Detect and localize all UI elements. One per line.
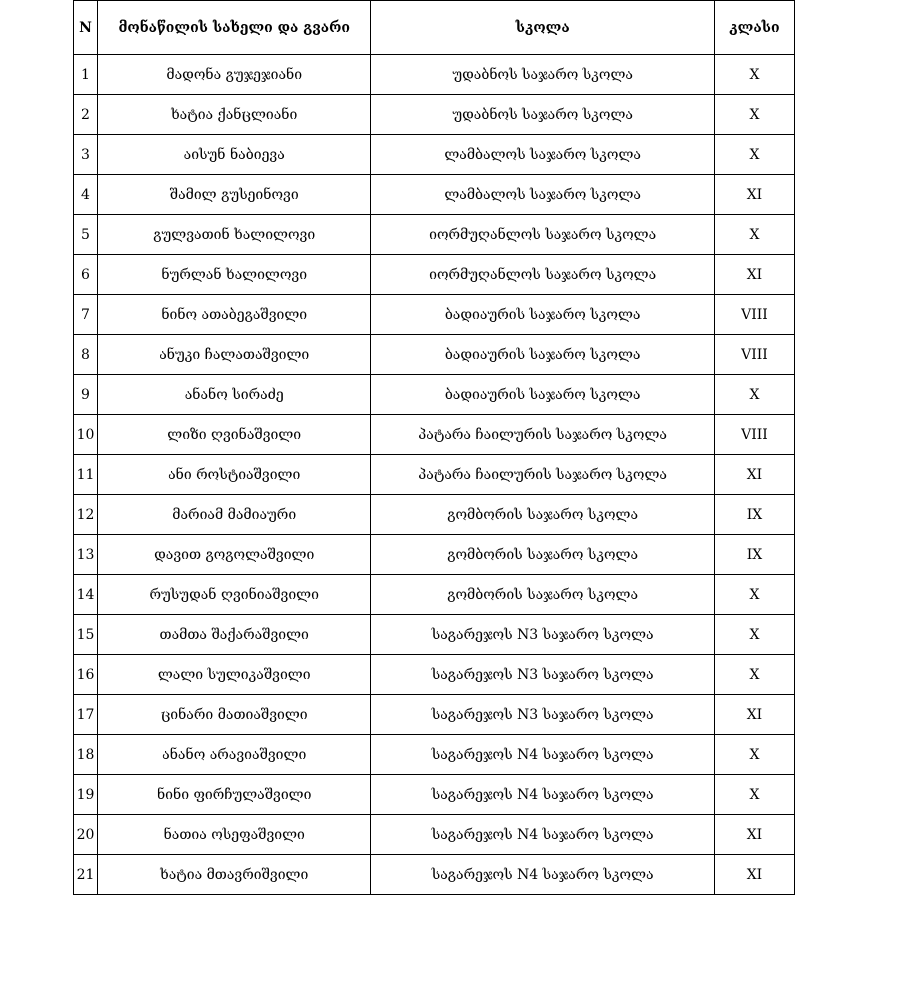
table-row: [74, 255, 795, 295]
table-row: [74, 575, 795, 615]
cell-number: 20: [74, 815, 98, 855]
cell-class: VIII: [714, 295, 794, 335]
cell-class: X: [714, 375, 794, 415]
cell-school: საგარეჯოს N4 საჯარო სკოლა: [371, 775, 714, 815]
cell-school: საგარეჯოს N3 საჯარო სკოლა: [371, 695, 714, 735]
cell-school: გომბორის საჯარო სკოლა: [371, 535, 714, 575]
cell-number: 7: [74, 295, 98, 335]
cell-school: გომბორის საჯარო სკოლა: [371, 575, 714, 615]
cell-class: X: [714, 615, 794, 655]
cell-number: 17: [74, 695, 98, 735]
cell-number: 1: [74, 55, 98, 95]
cell-number: 12: [74, 495, 98, 535]
cell-school: ბადიაურის საჯარო სკოლა: [371, 295, 714, 335]
cell-number: 19: [74, 775, 98, 815]
cell-class: VIII: [714, 415, 794, 455]
cell-class: XI: [714, 455, 794, 495]
table-row: [74, 495, 795, 535]
cell-class: X: [714, 655, 794, 695]
cell-participant-name: ნინო ათაბეგაშვილი: [98, 295, 371, 335]
participants-table: [73, 0, 795, 895]
table-row: [74, 535, 795, 575]
cell-participant-name: ცინარი მათიაშვილი: [98, 695, 371, 735]
cell-participant-name: ანანო სირაძე: [98, 375, 371, 415]
cell-participant-name: ნათია ოსეფაშვილი: [98, 815, 371, 855]
table-header: [74, 1, 795, 55]
cell-number: 15: [74, 615, 98, 655]
table-row: [74, 655, 795, 695]
cell-school: პატარა ჩაილურის საჯარო სკოლა: [371, 415, 714, 455]
cell-class: XI: [714, 175, 794, 215]
cell-class: X: [714, 135, 794, 175]
cell-number: 6: [74, 255, 98, 295]
cell-school: საგარეჯოს N4 საჯარო სკოლა: [371, 815, 714, 855]
cell-class: X: [714, 735, 794, 775]
cell-participant-name: გულვათინ ხალილოვი: [98, 215, 371, 255]
cell-number: 2: [74, 95, 98, 135]
cell-participant-name: ხატია მთავრიშვილი: [98, 855, 371, 895]
table-row: [74, 215, 795, 255]
cell-number: 11: [74, 455, 98, 495]
cell-school: ლამბალოს საჯარო სკოლა: [371, 175, 714, 215]
header-class: კლასი: [714, 1, 794, 55]
table-row: [74, 135, 795, 175]
table-row: [74, 55, 795, 95]
cell-number: 4: [74, 175, 98, 215]
cell-class: X: [714, 55, 794, 95]
table-row: [74, 455, 795, 495]
table-row: [74, 815, 795, 855]
cell-class: XI: [714, 255, 794, 295]
table-row: [74, 615, 795, 655]
table-row: [74, 415, 795, 455]
cell-participant-name: ანანო არავიაშვილი: [98, 735, 371, 775]
cell-school: ბადიაურის საჯარო სკოლა: [371, 335, 714, 375]
cell-participant-name: შამილ გუსეინოვი: [98, 175, 371, 215]
cell-participant-name: მარიამ მამიაური: [98, 495, 371, 535]
cell-participant-name: ხატია ქანცლიანი: [98, 95, 371, 135]
header-row: [74, 1, 795, 55]
cell-participant-name: ანუკი ჩალათაშვილი: [98, 335, 371, 375]
cell-class: X: [714, 775, 794, 815]
cell-participant-name: აისუნ ნაბიევა: [98, 135, 371, 175]
cell-class: XI: [714, 815, 794, 855]
cell-class: XI: [714, 855, 794, 895]
cell-participant-name: რუსუდან ღვინიაშვილი: [98, 575, 371, 615]
cell-number: 8: [74, 335, 98, 375]
cell-class: X: [714, 95, 794, 135]
cell-school: იორმუღანლოს საჯარო სკოლა: [371, 215, 714, 255]
cell-participant-name: თამთა შაქარაშვილი: [98, 615, 371, 655]
cell-participant-name: ნურლან ხალილოვი: [98, 255, 371, 295]
cell-number: 13: [74, 535, 98, 575]
cell-number: 5: [74, 215, 98, 255]
cell-number: 9: [74, 375, 98, 415]
cell-number: 18: [74, 735, 98, 775]
table-row: [74, 775, 795, 815]
cell-school: გომბორის საჯარო სკოლა: [371, 495, 714, 535]
table-row: [74, 735, 795, 775]
cell-school: საგარეჯოს N3 საჯარო სკოლა: [371, 655, 714, 695]
cell-school: პატარა ჩაილურის საჯარო სკოლა: [371, 455, 714, 495]
table-row: [74, 335, 795, 375]
cell-participant-name: ნინი ფირჩულაშვილი: [98, 775, 371, 815]
cell-class: IX: [714, 535, 794, 575]
header-participant-name: მონაწილის სახელი და გვარი: [98, 1, 371, 55]
cell-class: VIII: [714, 335, 794, 375]
table-row: [74, 375, 795, 415]
cell-school: ლამბალოს საჯარო სკოლა: [371, 135, 714, 175]
cell-school: უდაბნოს საჯარო სკოლა: [371, 55, 714, 95]
header-number: N: [74, 1, 98, 55]
cell-number: 14: [74, 575, 98, 615]
cell-number: 16: [74, 655, 98, 695]
cell-number: 21: [74, 855, 98, 895]
cell-participant-name: ლიზი ღვინაშვილი: [98, 415, 371, 455]
cell-participant-name: ლალი სულიკაშვილი: [98, 655, 371, 695]
cell-participant-name: დავით გოგოლაშვილი: [98, 535, 371, 575]
table-row: [74, 295, 795, 335]
cell-school: უდაბნოს საჯარო სკოლა: [371, 95, 714, 135]
table-body: [74, 55, 795, 895]
cell-school: ბადიაურის საჯარო სკოლა: [371, 375, 714, 415]
table-row: [74, 95, 795, 135]
cell-participant-name: მადონა გუჯეჯიანი: [98, 55, 371, 95]
cell-school: საგარეჯოს N3 საჯარო სკოლა: [371, 615, 714, 655]
cell-class: X: [714, 575, 794, 615]
cell-number: 3: [74, 135, 98, 175]
cell-school: საგარეჯოს N4 საჯარო სკოლა: [371, 855, 714, 895]
table-row: [74, 175, 795, 215]
table-row: [74, 695, 795, 735]
cell-number: 10: [74, 415, 98, 455]
cell-class: X: [714, 215, 794, 255]
cell-school: საგარეჯოს N4 საჯარო სკოლა: [371, 735, 714, 775]
cell-class: XI: [714, 695, 794, 735]
cell-participant-name: ანი როსტიაშვილი: [98, 455, 371, 495]
cell-class: IX: [714, 495, 794, 535]
header-school: სკოლა: [371, 1, 714, 55]
table-row: [74, 855, 795, 895]
cell-school: იორმუღანლოს საჯარო სკოლა: [371, 255, 714, 295]
